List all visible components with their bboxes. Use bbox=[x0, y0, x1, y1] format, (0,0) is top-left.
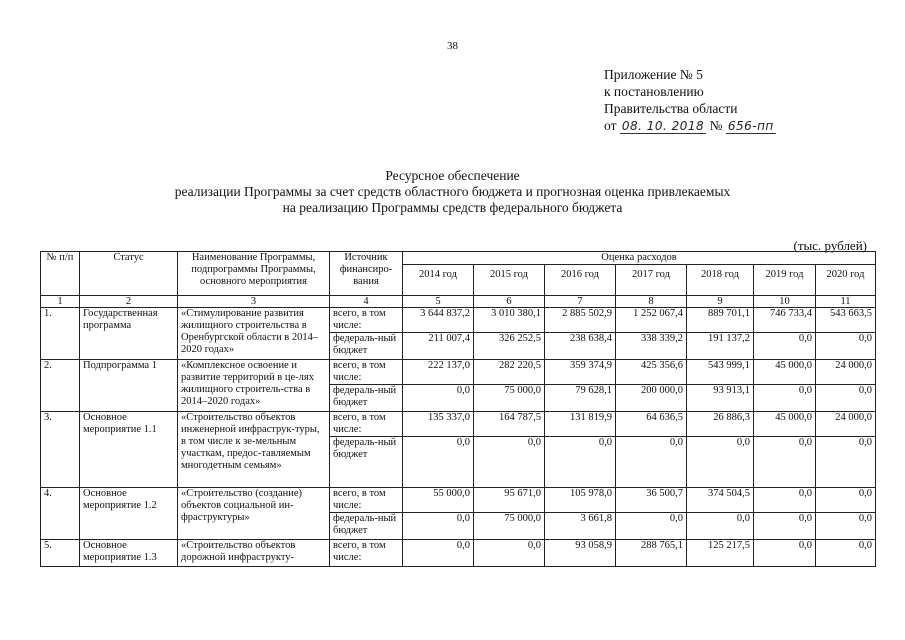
value-cell-total: 45 000,0 bbox=[754, 360, 816, 385]
value-cell-federal: 211 007,4 bbox=[403, 333, 474, 360]
value-cell-federal: 326 252,5 bbox=[474, 333, 545, 360]
resource-table bbox=[40, 251, 876, 567]
value-cell-total: 105 978,0 bbox=[545, 488, 616, 513]
column-number: 8 bbox=[616, 296, 687, 308]
row-source-total: всего, в том числе: bbox=[330, 488, 403, 513]
header-year: 2019 год bbox=[754, 265, 816, 296]
value-cell-total: 1 252 067,4 bbox=[616, 308, 687, 333]
row-source-federal: федераль-ный бюджет bbox=[330, 385, 403, 412]
value-cell-total: 55 000,0 bbox=[403, 488, 474, 513]
value-cell-total: 359 374,9 bbox=[545, 360, 616, 385]
value-cell-federal: 0,0 bbox=[687, 437, 754, 488]
value-cell-federal: 0,0 bbox=[545, 437, 616, 488]
header-year: 2015 год bbox=[474, 265, 545, 296]
units-label: (тыс. рублей) bbox=[793, 238, 867, 253]
row-num: 2. bbox=[41, 360, 80, 412]
value-cell-federal: 0,0 bbox=[687, 513, 754, 540]
handwritten-date: 08. 10. 2018 bbox=[621, 119, 705, 133]
row-source-total: всего, в том числе: bbox=[330, 308, 403, 333]
header-status: Статус bbox=[80, 252, 178, 296]
row-name: «Строительство объектов дорожной инфраструкту- bbox=[178, 540, 330, 567]
document-title bbox=[0, 168, 905, 216]
value-cell-federal: 338 339,2 bbox=[616, 333, 687, 360]
row-status: Основное мероприятие 1.2 bbox=[80, 488, 178, 540]
value-cell-federal: 75 000,0 bbox=[474, 385, 545, 412]
value-cell-federal: 3 661,8 bbox=[545, 513, 616, 540]
value-cell-total: 45 000,0 bbox=[754, 412, 816, 437]
row-status: Государственная программа bbox=[80, 308, 178, 360]
column-number: 11 bbox=[816, 296, 876, 308]
value-cell-federal: 0,0 bbox=[754, 513, 816, 540]
value-cell-total: 3 644 837,2 bbox=[403, 308, 474, 333]
value-cell-federal: 0,0 bbox=[816, 513, 876, 540]
value-cell-total: 26 886,3 bbox=[687, 412, 754, 437]
column-number-row bbox=[41, 296, 876, 308]
value-cell-federal: 93 913,1 bbox=[687, 385, 754, 412]
column-number: 5 bbox=[403, 296, 474, 308]
value-cell-federal: 0,0 bbox=[816, 437, 876, 488]
appendix-block bbox=[604, 66, 776, 135]
value-cell-total: 0,0 bbox=[816, 488, 876, 513]
page-number: 38 bbox=[447, 40, 458, 52]
value-cell-total: 93 058,9 bbox=[545, 540, 616, 567]
row-source-total: всего, в том числе: bbox=[330, 540, 403, 567]
value-cell-total: 746 733,4 bbox=[754, 308, 816, 333]
row-source-total: всего, в том числе: bbox=[330, 360, 403, 385]
value-cell-federal: 191 137,2 bbox=[687, 333, 754, 360]
value-cell-total: 543 663,5 bbox=[816, 308, 876, 333]
header-name: Наименование Программы, подпрограммы Программы, основного мероприятия bbox=[178, 252, 330, 296]
row-source-federal: федераль-ный бюджет bbox=[330, 513, 403, 540]
row-name: «Стимулирование развития жилищного строительства в Оренбургской области в 2014–2020 годах» bbox=[178, 308, 330, 360]
value-cell-federal: 0,0 bbox=[754, 385, 816, 412]
value-cell-total: 64 636,5 bbox=[616, 412, 687, 437]
value-cell-total: 282 220,5 bbox=[474, 360, 545, 385]
value-cell-total: 131 819,9 bbox=[545, 412, 616, 437]
table-row bbox=[41, 360, 876, 385]
title-line-1: Ресурсное обеспечение bbox=[385, 168, 520, 183]
appendix-date-line bbox=[604, 117, 776, 135]
header-estimate: Оценка расходов bbox=[403, 252, 876, 265]
value-cell-total: 125 217,5 bbox=[687, 540, 754, 567]
value-cell-total: 0,0 bbox=[474, 540, 545, 567]
value-cell-total: 2 885 502,9 bbox=[545, 308, 616, 333]
value-cell-federal: 79 628,1 bbox=[545, 385, 616, 412]
value-cell-total: 24 000,0 bbox=[816, 412, 876, 437]
row-source-federal: федераль-ный бюджет bbox=[330, 437, 403, 488]
value-cell-total: 543 999,1 bbox=[687, 360, 754, 385]
value-cell-federal: 0,0 bbox=[816, 333, 876, 360]
column-number: 4 bbox=[330, 296, 403, 308]
handwritten-number: 656-пп bbox=[727, 119, 774, 133]
row-num: 5. bbox=[41, 540, 80, 567]
value-cell-federal: 0,0 bbox=[403, 437, 474, 488]
value-cell-federal: 0,0 bbox=[403, 385, 474, 412]
table-row bbox=[41, 308, 876, 333]
appendix-line-1: Приложение № 5 bbox=[604, 67, 703, 82]
row-num: 4. bbox=[41, 488, 80, 540]
row-name: «Строительство (создание) объектов социальной ин-фраструктуры» bbox=[178, 488, 330, 540]
number-prefix: № bbox=[709, 118, 723, 133]
column-number: 7 bbox=[545, 296, 616, 308]
value-cell-total: 3 010 380,1 bbox=[474, 308, 545, 333]
row-name: «Комплексное освоение и развитие территорий в це-лях жилищного строитель-ства в 2014–2020 годах» bbox=[178, 360, 330, 412]
table-row bbox=[41, 540, 876, 567]
value-cell-total: 95 671,0 bbox=[474, 488, 545, 513]
value-cell-total: 164 787,5 bbox=[474, 412, 545, 437]
value-cell-total: 0,0 bbox=[754, 488, 816, 513]
value-cell-federal: 0,0 bbox=[754, 437, 816, 488]
value-cell-total: 135 337,0 bbox=[403, 412, 474, 437]
table-body bbox=[41, 252, 876, 567]
column-number: 1 bbox=[41, 296, 80, 308]
value-cell-total: 425 356,6 bbox=[616, 360, 687, 385]
row-status: Подпрограмма 1 bbox=[80, 360, 178, 412]
column-number: 2 bbox=[80, 296, 178, 308]
value-cell-federal: 0,0 bbox=[403, 513, 474, 540]
row-num: 3. bbox=[41, 412, 80, 488]
title-line-3: на реализацию Программы средств федерального бюджета bbox=[282, 200, 623, 215]
value-cell-total: 222 137,0 bbox=[403, 360, 474, 385]
value-cell-federal: 0,0 bbox=[616, 437, 687, 488]
header-year: 2017 год bbox=[616, 265, 687, 296]
header-source: Источник финансиро-вания bbox=[330, 252, 403, 296]
value-cell-total: 0,0 bbox=[754, 540, 816, 567]
value-cell-federal: 75 000,0 bbox=[474, 513, 545, 540]
value-cell-total: 374 504,5 bbox=[687, 488, 754, 513]
table-row bbox=[41, 488, 876, 513]
column-number: 6 bbox=[474, 296, 545, 308]
header-row-1 bbox=[41, 252, 876, 265]
value-cell-federal: 0,0 bbox=[616, 513, 687, 540]
row-source-federal: федераль-ный бюджет bbox=[330, 333, 403, 360]
value-cell-total: 0,0 bbox=[816, 540, 876, 567]
row-source-total: всего, в том числе: bbox=[330, 412, 403, 437]
table-row bbox=[41, 412, 876, 437]
value-cell-federal: 0,0 bbox=[754, 333, 816, 360]
header-num: № п/п bbox=[41, 252, 80, 296]
appendix-line-2: к постановлению bbox=[604, 84, 704, 99]
header-year: 2018 год bbox=[687, 265, 754, 296]
value-cell-total: 889 701,1 bbox=[687, 308, 754, 333]
value-cell-total: 288 765,1 bbox=[616, 540, 687, 567]
column-number: 9 bbox=[687, 296, 754, 308]
date-prefix: от bbox=[604, 118, 617, 133]
appendix-line-3: Правительства области bbox=[604, 101, 738, 116]
value-cell-total: 24 000,0 bbox=[816, 360, 876, 385]
header-year: 2016 год bbox=[545, 265, 616, 296]
row-name: «Строительство объектов инженерной инфраструк-туры, в том числе к зе-мельным участкам, предос-тавляемым многодетным семьям» bbox=[178, 412, 330, 488]
value-cell-federal: 0,0 bbox=[816, 385, 876, 412]
value-cell-total: 36 500,7 bbox=[616, 488, 687, 513]
value-cell-federal: 200 000,0 bbox=[616, 385, 687, 412]
header-year: 2014 год bbox=[403, 265, 474, 296]
value-cell-federal: 238 638,4 bbox=[545, 333, 616, 360]
value-cell-total: 0,0 bbox=[403, 540, 474, 567]
row-num: 1. bbox=[41, 308, 80, 360]
value-cell-federal: 0,0 bbox=[474, 437, 545, 488]
row-status: Основное мероприятие 1.3 bbox=[80, 540, 178, 567]
header-year: 2020 год bbox=[816, 265, 876, 296]
column-number: 3 bbox=[178, 296, 330, 308]
row-status: Основное мероприятие 1.1 bbox=[80, 412, 178, 488]
column-number: 10 bbox=[754, 296, 816, 308]
title-line-2: реализации Программы за счет средств областного бюджета и прогнозная оценка привлекаемых bbox=[174, 184, 731, 199]
